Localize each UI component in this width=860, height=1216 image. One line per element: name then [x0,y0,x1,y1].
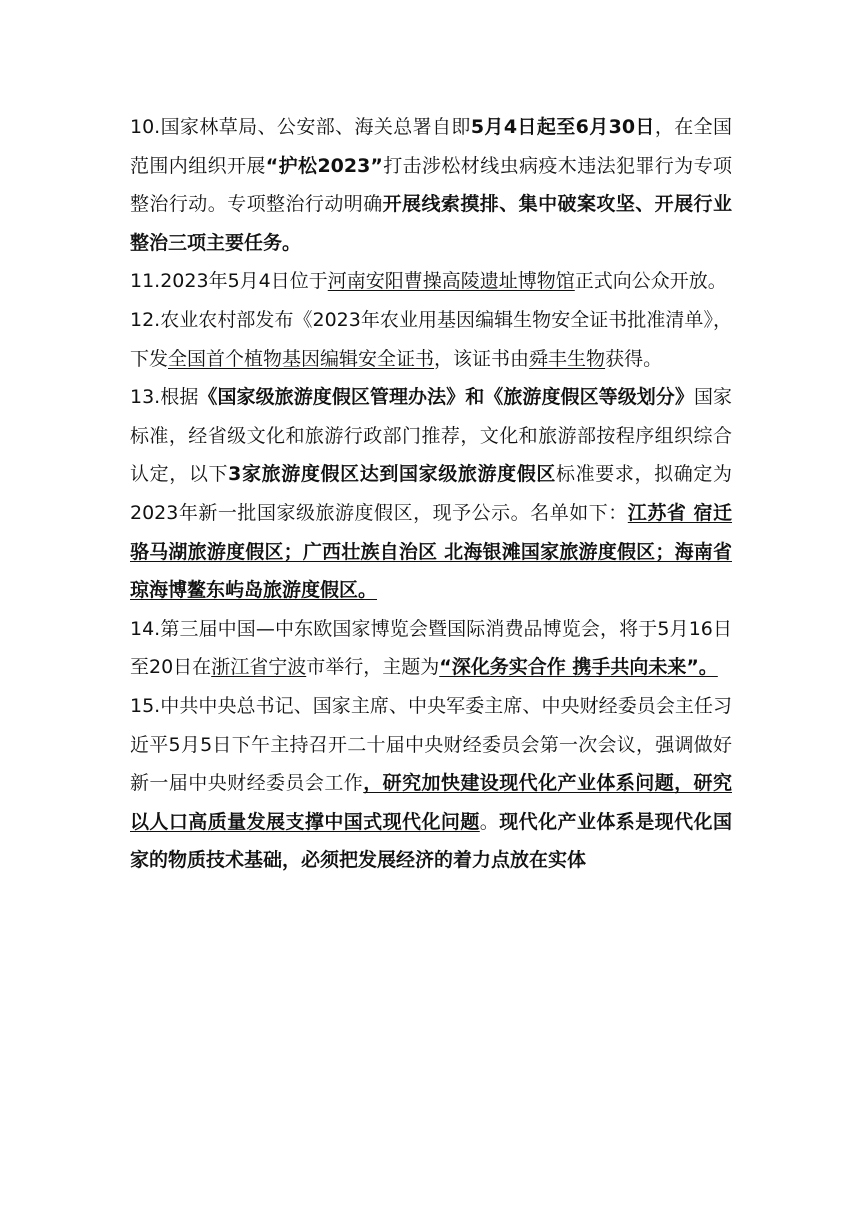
news-item-12 [130,301,732,378]
item-text: 10.国家林草局、公安部、海关总署自即 [130,116,471,138]
item-text: 标准要求，拟确定为2023年新一批国家级旅游度假区，现予公示。名单如下： [130,463,732,524]
news-item-15 [130,687,732,880]
news-list [130,108,732,880]
item-highlight: ，研究加快建设现代化产业体系问题，研究以人口高质量发展支撑中国式现代化问题 [130,772,732,833]
item-highlight: 开展线索摸排、集中破案攻坚、开展行业整治三项主要任务。 [130,193,732,254]
item-highlight: 浙江省宁波 [211,656,307,679]
item-highlight: 3家旅游度假区达到国家级旅游度假区 [228,463,556,486]
item-text: ，该证书由 [434,347,530,370]
item-text: ，在全国范围内组织开展 [130,116,732,177]
item-highlight: 河南安阳曹操高陵遗址博物馆 [327,270,575,293]
item-highlight: 5月4日起至6月30日 [470,116,655,138]
item-highlight: 舜丰生物 [529,347,606,370]
item-text: 国家标准，经省级文化和旅游行政部门推荐，文化和旅游部按程序组织综合认定，以下 [130,386,732,486]
item-highlight: 现代化产业体系是现代化国家的物质技术基础，必须把发展经济的着力点放在实体 [130,810,732,872]
news-item-14 [130,610,732,687]
item-text: 打击涉松材线虫病疫木违法犯罪行为专项整治行动。专项整治行动明确 [130,154,732,216]
item-highlight: “护松2023” [265,154,383,177]
item-text: 获得。 [605,347,663,370]
item-text: 15.中共中央总书记、国家主席、中央军委主席、中央财经委员会主任习近平5月5日下午主持召开二十届中央财经委员会第一次会议，强调做好新一届中央财经委员会工作 [130,694,732,795]
news-item-11 [130,262,732,301]
item-highlight: “深化务实合作 携手共向未来”。 [439,656,718,679]
item-text: 市举行，主题为 [306,656,440,679]
item-text: 13.根据 [130,386,199,409]
item-text: 14.第三届中国—中东欧国家博览会暨国际消费品博览会，将于5月16日至20日在 [130,617,732,679]
news-item-13 [130,378,732,610]
item-text: 11.2023年5月4日位于 [130,270,328,293]
item-text: 正式向公众开放。 [574,270,727,293]
item-highlight: 江苏省 宿迁骆马湖旅游度假区；广西壮族自治区 北海银滩国家旅游度假区；海南省 琼海博鳌东屿岛旅游度假区。 [130,501,733,602]
item-text: 。 [479,810,500,833]
item-text: 12.农业农村部发布《2023年农业用基因编辑生物安全证书批准清单》，下发 [130,308,732,370]
item-highlight: 《国家级旅游度假区管理办法》和《旅游度假区等级划分》 [198,386,694,409]
news-item-10 [130,108,732,262]
item-highlight: 全国首个植物基因编辑安全证书 [168,347,435,370]
